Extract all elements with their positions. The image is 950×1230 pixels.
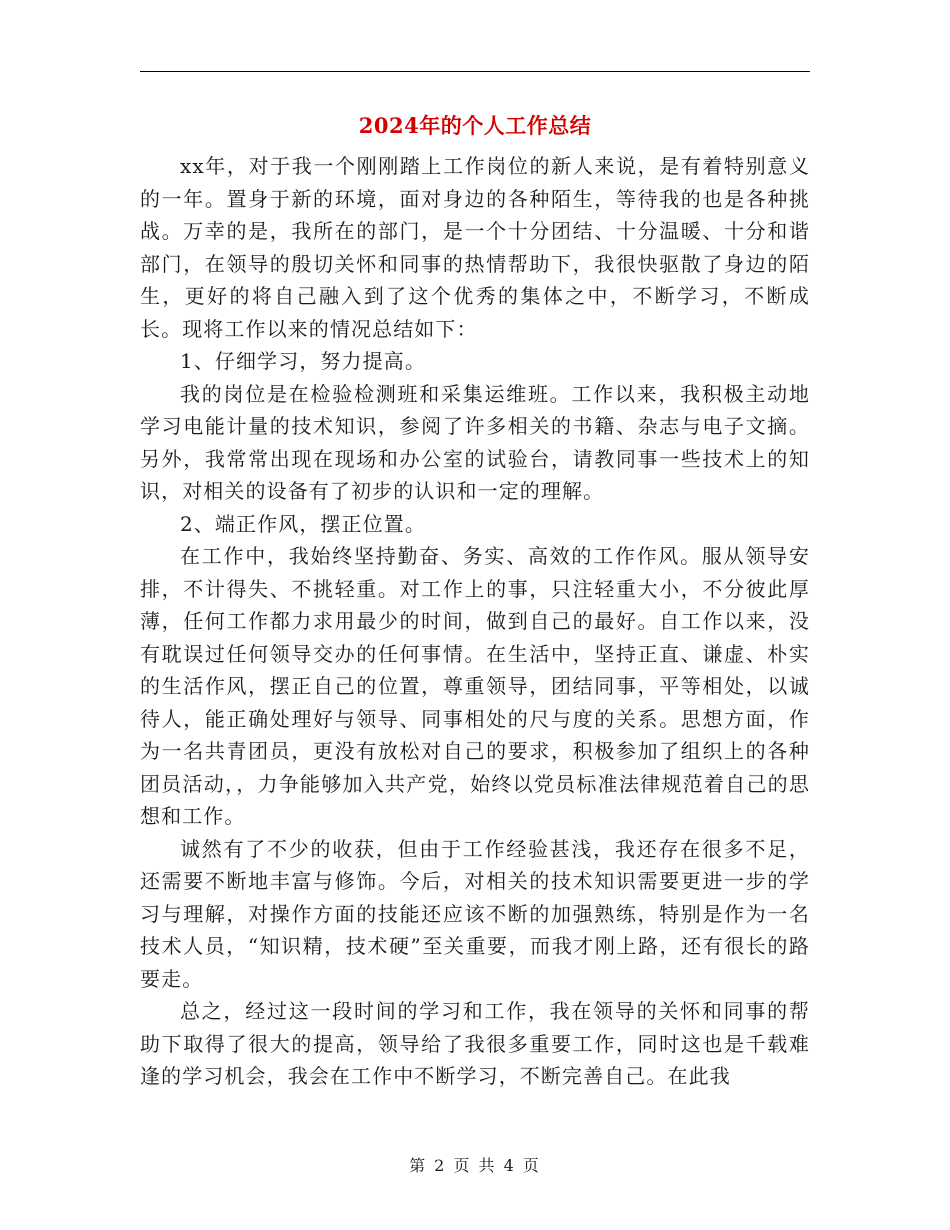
header-rule bbox=[140, 71, 810, 72]
paragraph-intro: xx年，对于我一个刚刚踏上工作岗位的新人来说，是有着特别意义的一年。置身于新的环境，面对身边的各种陌生，等待我的也是各种挑战。万幸的是，我所在的部门，是一个十分团结、十分温暖、十分和谐部门，在领导的殷切关怀和同事的热情帮助下，我很快驱散了身边的陌生，更好的将自己融入到了这个优秀的集体之中，不断学习，不断成长。现将工作以来的情况总结如下： bbox=[140, 154, 810, 341]
document-title: 2024年的个人工作总结 bbox=[358, 113, 592, 138]
page-number-footer: 第 2 页 共 4 页 bbox=[409, 1156, 541, 1175]
section-heading-1: 1、仔细学习，努力提高。 bbox=[180, 349, 426, 373]
paragraph-conclusion: 总之，经过这一段时间的学习和工作，我在领导的关怀和同事的帮助下取得了很大的提高，领导给了我很多重要工作，同时这也是千载难逢的学习机会，我会在工作中不断学习，不断完善自己。在此我 bbox=[140, 999, 810, 1088]
document-body bbox=[140, 150, 810, 1093]
paragraph-shortcomings: 诚然有了不少的收获，但由于工作经验甚浅，我还存在很多不足，还需要不断地丰富与修饰。今后，对相关的技术知识需要更进一步的学习与理解，对操作方面的技能还应该不断的加强熟练，特别是作为一名技术人员，“知识精，技术硬”至关重要，而我才刚上路，还有很长的路要走。 bbox=[140, 836, 810, 991]
section-heading-2: 2、端正作风，摆正位置。 bbox=[180, 511, 426, 536]
paragraph-work-style: 在工作中，我始终坚持勤奋、务实、高效的工作作风。服从领导安排，不计得失、不挑轻重。对工作上的事，只注轻重大小，不分彼此厚薄，任何工作都力求用最少的时间，做到自己的最好。自工作以来，没有耽误过任何领导交办的任何事情。在生活中，坚持正直、谦虚、朴实的生活作风，摆正自己的位置，尊重领导，团结同事，平等相处，以诚待人，能正确处理好与领导、同事相处的尺与度的关系。思想方面，作为一名共青团员，更没有放松对自己的要求，积极参加了组织上的各种团员活动，，力争能够加入共产党，始终以党员标准法律规范着自己的思想和工作。 bbox=[140, 544, 810, 828]
paragraph-study: 我的岗位是在检验检测班和采集运维班。工作以来，我积极主动地学习电能计量的技术知识，参阅了许多相关的书籍、杂志与电子文摘。另外，我常常出现在现场和办公室的试验台，请教同事一些技术上的知识，对相关的设备有了初步的认识和一定的理解。 bbox=[140, 381, 810, 503]
